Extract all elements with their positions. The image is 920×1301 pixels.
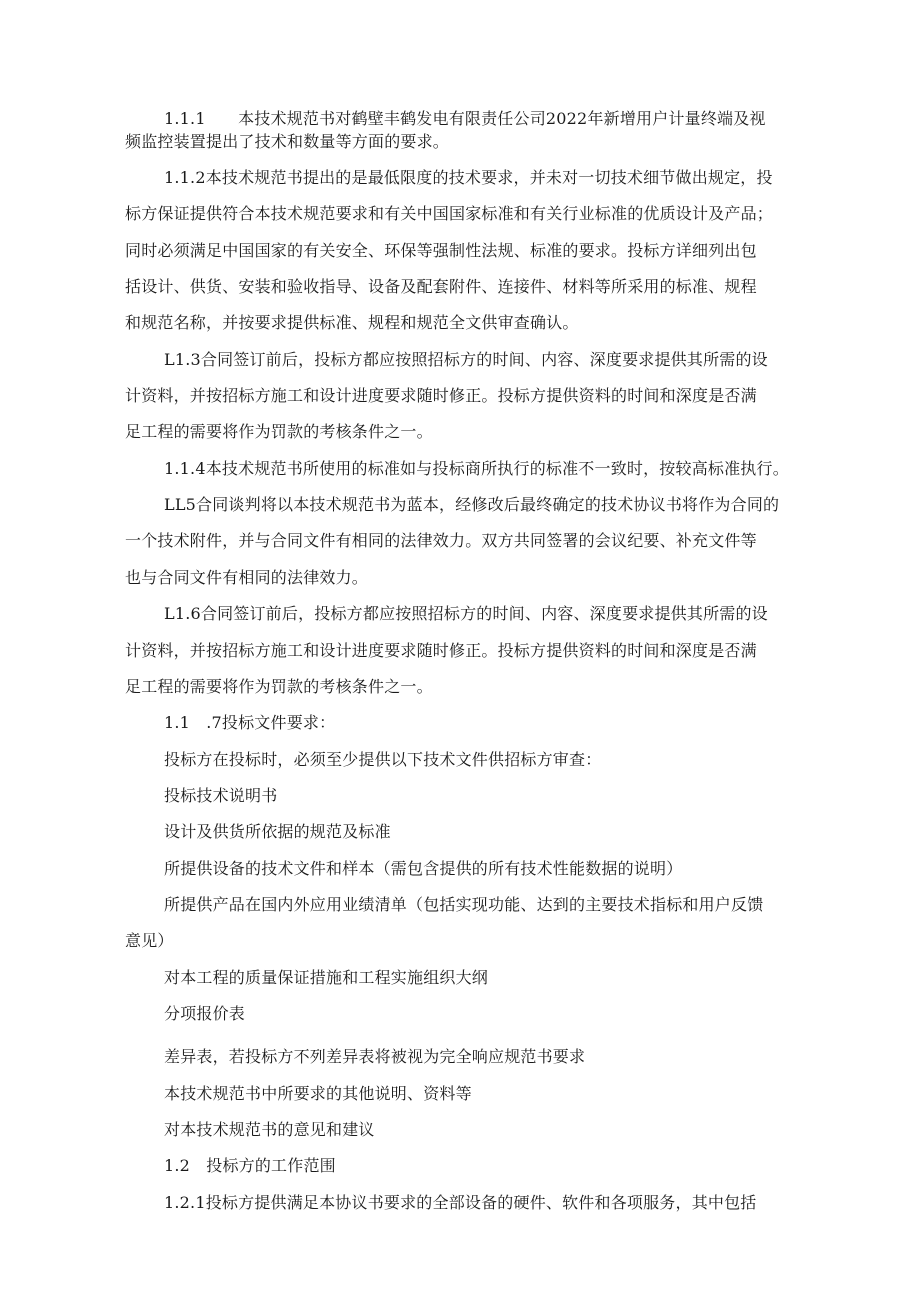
list-item: 本技术规范书中所要求的其他说明、资料等 [164,1084,472,1103]
list-item-continuation: 意见） [125,931,174,950]
list-item: 所提供产品在国内外应用业绩清单（包括实现功能、达到的主要技术指标和用户反馈 [164,895,764,914]
clause-1-1-5-line-3: 也与合同文件有相同的法律效力。 [125,568,369,587]
list-item: 所提供设备的技术文件和样本（需包含提供的所有技术性能数据的说明） [164,859,683,878]
list-item: 分项报价表 [164,1004,246,1023]
list-item: 设计及供货所依据的规范及标准 [164,822,391,841]
clause-1-1-1-line-1: 1.1.1 本技术规范书对鹤壁丰鹤发电有限责任公司2022年新增用户计量终端及视 [164,109,766,128]
clause-1-1-5-line-2: 一个技术附件，并与合同文件有相同的法律效力。双方共同签署的会议纪要、补充文件等 [125,531,757,550]
clause-1-1-4-line-1: 1.1.4本技术规范书所使用的标准如与投标商所执行的标准不一致时，按较高标准执行。 [164,459,789,478]
clause-1-1-2-line-2: 标方保证提供符合本技术规范要求和有关中国国家标准和有关行业标准的优质设计及产品； [125,204,774,223]
list-item: 对本工程的质量保证措施和工程实施组织大纲 [164,968,489,987]
clause-1-1-1-line-2: 频监控装置提出了技术和数量等方面的要求。 [125,132,450,151]
list-item: 对本技术规范书的意见和建议 [164,1120,375,1139]
list-item: 差异表，若投标方不列差异表将被视为完全响应规范书要求 [164,1047,586,1066]
clause-1-1-2-line-3: 同时必须满足中国国家的有关安全、环保等强制性法规、标准的要求。投标方详细列出包 [125,241,757,260]
clause-1-1-2-line-4: 括设计、供货、安装和验收指导、设备及配套附件、连接件、材料等所采用的标准、规程 [125,277,757,296]
clause-1-1-3-line-1: L1.3合同签订前后，投标方都应按照招标方的时间、内容、深度要求提供其所需的设 [164,350,768,369]
list-item: 投标技术说明书 [164,786,278,805]
clause-1-1-3-line-3: 足工程的需要将作为罚款的考核条件之一。 [125,422,433,441]
clause-1-1-3-line-2: 计资料，并按招标方施工和设计进度要求随时修正。投标方提供资料的时间和深度是否满 [125,386,757,405]
clause-1-1-7-heading: 1.1 .7投标文件要求： [164,713,336,732]
clause-1-1-5-line-1: LL5合同谈判将以本技术规范书为蓝本，经修改后最终确定的技术协议书将作为合同的 [164,495,780,514]
clause-1-1-7-intro: 投标方在投标时，必须至少提供以下技术文件供招标方审查： [164,750,602,769]
clause-1-1-6-line-3: 足工程的需要将作为罚款的考核条件之一。 [125,677,433,696]
section-1-2-heading: 1.2 投标方的工作范围 [164,1156,336,1175]
clause-1-1-2-line-5: 和规范名称，并按要求提供标准、规程和规范全文供审查确认。 [125,313,579,332]
clause-1-1-6-line-1: L1.6合同签订前后，投标方都应按照招标方的时间、内容、深度要求提供其所需的设 [164,604,768,623]
clause-1-1-6-line-2: 计资料，并按招标方施工和设计进度要求随时修正。投标方提供资料的时间和深度是否满 [125,641,757,660]
clause-1-2-1-line-1: 1.2.1投标方提供满足本协议书要求的全部设备的硬件、软件和各项服务，其中包括 [164,1193,757,1212]
clause-1-1-2-line-1: 1.1.2本技术规范书提出的是最低限度的技术要求，并未对一切技术细节做出规定，投 [164,168,773,187]
